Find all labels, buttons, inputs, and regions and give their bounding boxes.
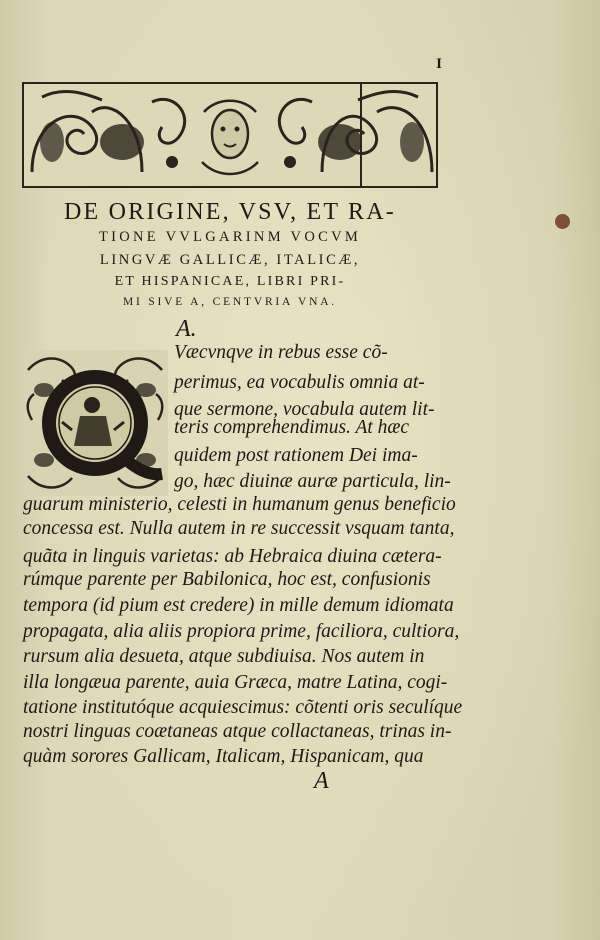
body-line-12: propagata, alia aliis propiora prime, faciliora, cultiora, <box>23 621 460 642</box>
body-line-10: rúmque parente per Babilonica, hoc est, confusionis <box>23 569 431 590</box>
body-line-5: quidem post rationem Dei ima- <box>174 445 418 466</box>
page-number: I <box>436 56 442 72</box>
page-title <box>20 200 440 309</box>
body-line-16: nostri linguas coætaneas atque collactaneas, trinas in- <box>23 721 452 742</box>
body-line-4: teris comprehendimus. At hæc <box>174 417 410 438</box>
body-line-6: go, hæc diuinæ auræ particula, lin- <box>174 471 451 492</box>
body-line-2: perimus, ea vocabulis omnia at- <box>174 372 425 393</box>
body-line-8: concessa est. Nulla autem in re successit vsquam tanta, <box>23 518 455 539</box>
body-line-9: quãta in linguis varietas: ab Hebraica diuina cætera- <box>23 546 442 567</box>
ink-spot <box>555 214 570 229</box>
body-line-11: tempora (id pium est credere) in mille demum idiomata <box>23 595 454 616</box>
body-line-7: guarum ministerio, celesti in humanum genus beneficio <box>23 494 456 515</box>
signature-mark-top: A. <box>176 316 197 342</box>
body-line-3: que sermone, vocabula autem lit- <box>174 399 435 420</box>
body-line-1: Væcvnqve in rebus esse cõ- <box>174 342 388 363</box>
title-line-3: LINGVÆ GALLICÆ, ITALICÆ, <box>99 251 361 268</box>
title-line-4: ET HISPANICAE, LIBRI PRI- <box>114 274 346 289</box>
headpiece-ornament <box>22 82 438 188</box>
title-line-1: DE ORIGINE, VSV, ET RA- <box>64 199 396 225</box>
decorated-initial <box>22 350 168 496</box>
title-line-5: MI SIVE A, CENTVRIA VNA. <box>123 296 337 308</box>
title-line-2: TIONE VVLGARINM VOCVM <box>98 229 362 245</box>
body-line-14: illa longæua parente, auia Græca, matre Latina, cogi- <box>23 672 448 693</box>
body-line-17: quàm sorores Gallicam, Italicam, Hispanicam, qua <box>23 746 424 767</box>
signature-mark-bottom: A <box>314 768 329 794</box>
body-line-15: tatione institutóque acquiescimus: cõtenti oris seculíque <box>23 697 463 718</box>
body-line-13: rursum alia desueta, atque subdiuisa. Nos autem in <box>23 646 425 667</box>
